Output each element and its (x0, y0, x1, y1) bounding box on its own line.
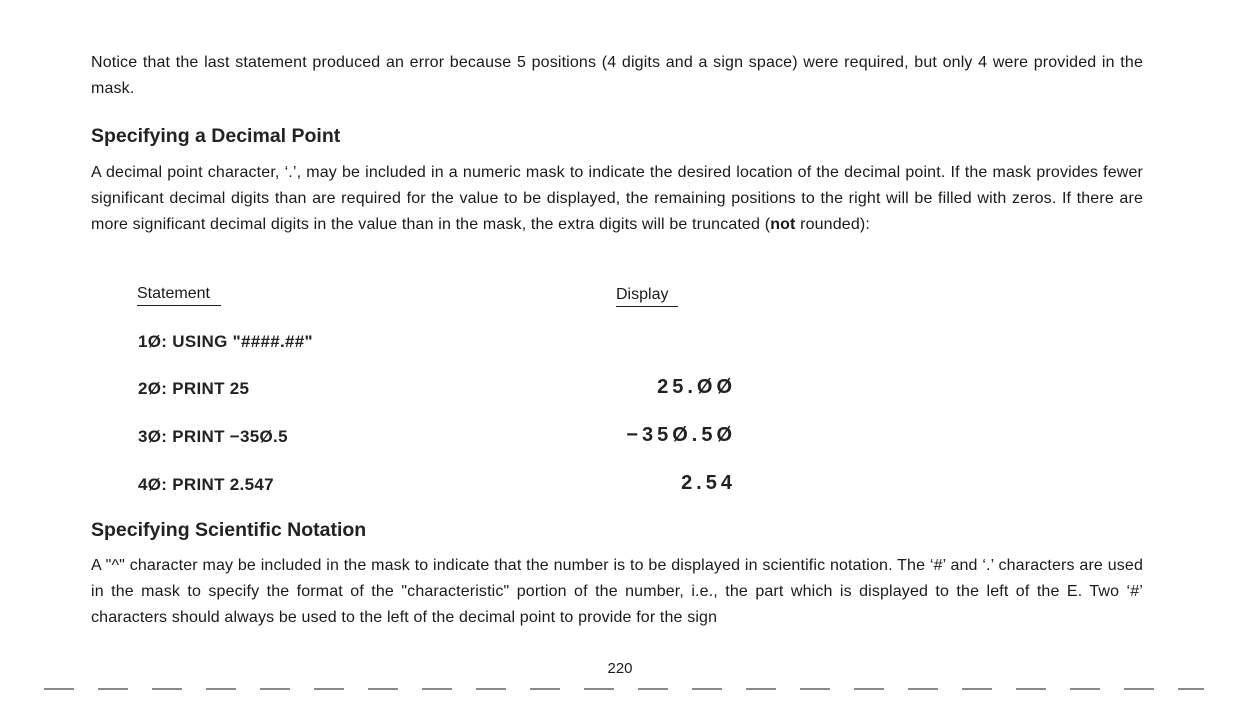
intro-paragraph: Notice that the last statement produced an error because 5 positions (4 digits and a sign space) were required, but only 4 were provided in the mask. (91, 54, 1143, 97)
display-row-2: 25.ØØ (657, 376, 736, 398)
page-number: 220 (607, 660, 633, 677)
decimal-point-paragraph (91, 160, 1143, 238)
section-heading-scientific-notation: Specifying Scientific Notation (91, 519, 367, 541)
column-header-display: Display (616, 286, 678, 307)
section-heading-decimal-point: Specifying a Decimal Point (91, 125, 341, 147)
decimal-point-text-bold: not (770, 216, 796, 233)
display-row-3: −35Ø.5Ø (626, 424, 736, 446)
statement-row-2: 2Ø: PRINT 25 (138, 379, 250, 398)
statement-row-1: 1Ø: USING "####.##" (138, 332, 313, 351)
display-row-4: 2.54 (681, 472, 736, 494)
statement-row-3: 3Ø: PRINT −35Ø.5 (138, 427, 288, 446)
footer-rule (44, 688, 1204, 690)
statement-row-4: 4Ø: PRINT 2.547 (138, 475, 274, 494)
decimal-point-text-b: rounded): (795, 216, 870, 233)
scientific-notation-paragraph: A "^" character may be included in the mask to indicate that the number is to be displayed in scientific notation. The ‘#’ and ‘.’ characters are used in the mask to specify the format of the "characteristic" portion of the number, i.e., the part which is displayed to the left of the E. Two ‘#’ characters should always be used to the left of the decimal point to provide for the sign (91, 557, 1143, 626)
column-header-statement: Statement (137, 285, 221, 306)
decimal-point-text-a: A decimal point character, ‘.’, may be included in a numeric mask to indicate the desired location of the decimal point. If the mask provides fewer significant decimal digits than are required for the value to be displayed, the remaining positions to the right will be filled with zeros. If there are more significant decimal digits in the value than in the mask, the extra digits will be truncated ( (91, 164, 1143, 233)
